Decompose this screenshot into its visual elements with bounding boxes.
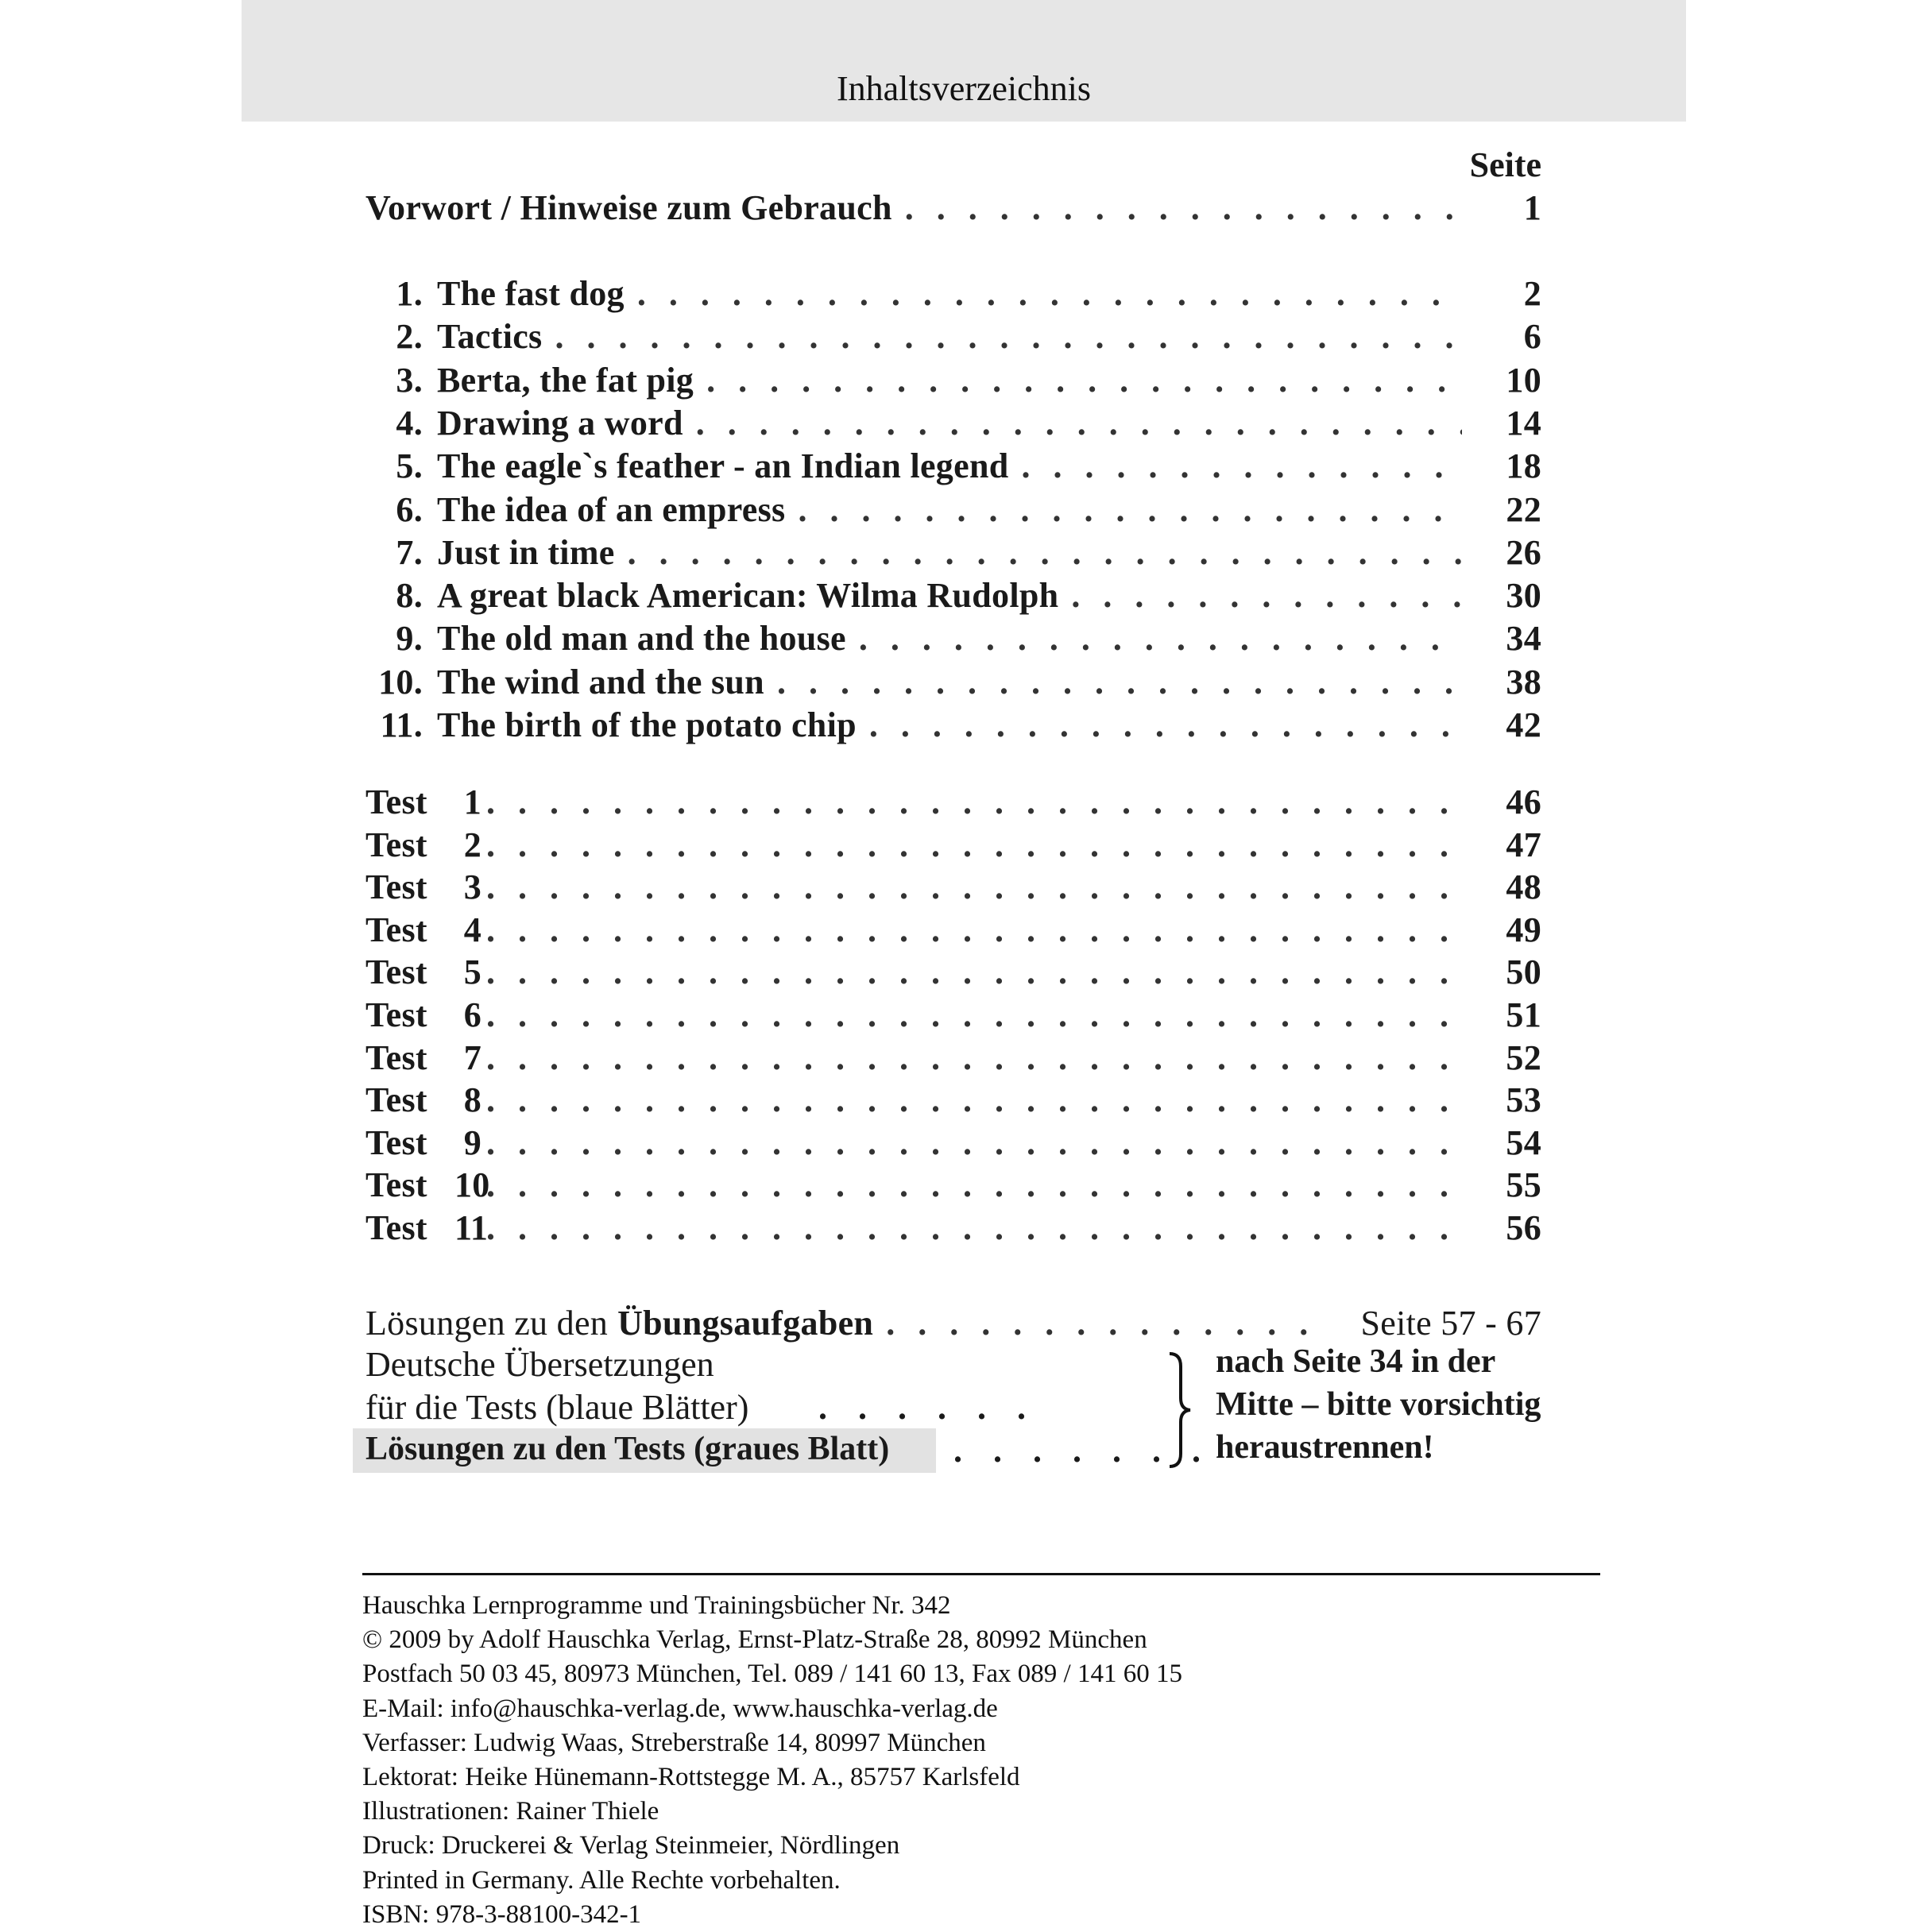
test-label: Test — [365, 952, 427, 992]
leader-dots — [905, 187, 1462, 228]
chapter-number: 9. — [396, 619, 423, 659]
chapter-title: The eagle`s feather - an Indian legend — [437, 446, 1009, 486]
test-label: Test — [365, 1037, 427, 1077]
imprint-line: Illustrationen: Rainer Thiele — [362, 1797, 659, 1826]
leader-dots: . . . . . . . — [953, 1431, 1212, 1470]
toc-row-chapter — [365, 360, 1541, 400]
toc-row-test — [365, 1122, 1541, 1162]
test-number: 8 — [463, 1080, 482, 1120]
leader-dots — [696, 403, 1462, 443]
test-label: Test — [365, 1080, 427, 1120]
leader-dots — [486, 995, 1462, 1035]
imprint-line: © 2009 by Adolf Hauschka Verlag, Ernst-Platz-Straße 28, 80992 München — [362, 1625, 1147, 1655]
translations-line-1: Deutsche Übersetzungen — [365, 1345, 714, 1384]
test-label: Test — [365, 1165, 427, 1205]
toc-page-number: 49 — [1506, 910, 1541, 949]
toc-page-number: 52 — [1506, 1037, 1541, 1077]
toc-page-number: 53 — [1506, 1080, 1541, 1120]
chapter-number: 1. — [396, 274, 423, 313]
toc-page-number: 1 — [1523, 188, 1541, 227]
toc-row-test — [365, 1080, 1541, 1119]
toc-row-chapter — [365, 618, 1541, 658]
test-number: 11 — [454, 1208, 489, 1247]
toc-page-number: 2 — [1523, 274, 1541, 313]
test-number: 9 — [463, 1122, 482, 1162]
chapter-number: 3. — [396, 360, 423, 400]
leader-dots: . . . . . . — [818, 1388, 1037, 1427]
toc-row-chapter — [365, 662, 1541, 701]
toc-row-chapter — [365, 532, 1541, 572]
toc-row-test — [365, 867, 1541, 906]
chapter-number: 4. — [396, 403, 423, 442]
toc-row-chapter — [365, 705, 1541, 744]
imprint-line: Verfasser: Ludwig Waas, Streberstraße 14, 80997 München — [362, 1728, 986, 1757]
leader-dots — [1071, 575, 1462, 616]
test-number: 5 — [463, 952, 482, 992]
divider — [362, 1573, 1600, 1575]
toc-page-number: 46 — [1506, 782, 1541, 821]
test-number: 10 — [454, 1165, 490, 1205]
chapter-title: The old man and the house — [437, 619, 846, 659]
page-header — [242, 0, 1686, 122]
toc-page-number: 54 — [1506, 1122, 1541, 1162]
toc-row-chapter — [365, 446, 1541, 485]
test-label: Test — [365, 1208, 427, 1247]
test-number: 4 — [463, 910, 482, 949]
toc-page-number: 22 — [1506, 489, 1541, 529]
leader-dots — [486, 910, 1462, 950]
leader-dots — [486, 782, 1462, 822]
test-label: Test — [365, 910, 427, 949]
page-title: Inhaltsverzeichnis — [836, 69, 1092, 108]
leader-dots — [1021, 446, 1462, 486]
leader-dots — [486, 825, 1462, 865]
chapter-title: Just in time — [437, 532, 615, 572]
toc-page-number: 18 — [1506, 446, 1541, 486]
leader-dots — [555, 316, 1462, 357]
toc-page-number: 56 — [1506, 1208, 1541, 1247]
imprint-block — [362, 1589, 1182, 1932]
leader-dots — [628, 532, 1462, 573]
chapter-number: 8. — [396, 576, 423, 616]
chapter-title: Drawing a word — [437, 403, 683, 442]
test-label: Test — [365, 825, 427, 864]
toc-page-number: 50 — [1506, 952, 1541, 992]
solutions-bold: Übungsaufgaben — [617, 1304, 874, 1343]
toc-page-number: 30 — [1506, 576, 1541, 616]
toc-page-number: 14 — [1506, 403, 1541, 442]
test-number: 1 — [463, 782, 482, 821]
toc-page-number: 42 — [1506, 705, 1541, 744]
toc-row-test — [365, 782, 1541, 821]
chapter-title: A great black American: Wilma Rudolph — [437, 576, 1059, 616]
toc-page-number: 34 — [1506, 619, 1541, 659]
toc-row-preface — [365, 187, 1541, 227]
toc-page-number: 10 — [1506, 360, 1541, 400]
imprint-line: ISBN: 978-3-88100-342-1 — [362, 1899, 642, 1929]
test-label: Test — [365, 1122, 427, 1162]
imprint-line: E-Mail: info@hauschka-verlag.de, www.hauschka-verlag.de — [362, 1694, 998, 1723]
leader-dots — [486, 1080, 1462, 1120]
toc-page-number: 26 — [1506, 532, 1541, 572]
toc-row-test — [365, 825, 1541, 864]
chapter-number: 2. — [396, 317, 423, 357]
brace-note-1: nach Seite 34 in der — [1216, 1343, 1496, 1380]
toc-page-number: 47 — [1506, 825, 1541, 864]
toc-row-test — [365, 1037, 1541, 1077]
chapter-title: The birth of the potato chip — [437, 705, 857, 744]
toc-page-number: 48 — [1506, 867, 1541, 907]
toc-preface-title: Vorwort / Hinweise zum Gebrauch — [365, 188, 892, 227]
imprint-line: Druck: Druckerei & Verlag Steinmeier, Nördlingen — [362, 1831, 900, 1861]
toc-page-number: 6 — [1523, 317, 1541, 357]
leader-dots — [869, 705, 1462, 745]
chapter-title: The wind and the sun — [437, 662, 764, 701]
leader-dots — [486, 867, 1462, 907]
toc-row-chapter — [365, 403, 1541, 442]
imprint-line: Hauschka Lernprogramme und Trainingsbücher Nr. 342 — [362, 1591, 951, 1620]
test-label: Test — [365, 782, 427, 821]
leader-dots — [637, 273, 1462, 314]
leader-dots — [777, 662, 1462, 702]
brace-note-2: Mitte – bitte vorsichtig — [1216, 1386, 1541, 1423]
translations-line-2: für die Tests (blaue Blätter) — [365, 1388, 749, 1427]
toc-row-test — [365, 952, 1541, 991]
solutions-prefix: Lösungen zu den — [365, 1304, 609, 1343]
imprint-line: Lektorat: Heike Hünemann-Rottstegge M. A., 85757 Karlsfeld — [362, 1763, 1020, 1792]
toc-row-test — [365, 995, 1541, 1034]
chapter-number: 11. — [380, 705, 423, 744]
right-brace-icon — [1165, 1350, 1197, 1470]
toc-page-number: 51 — [1506, 995, 1541, 1034]
test-label: Test — [365, 995, 427, 1034]
toc-row-test — [365, 1208, 1541, 1247]
toc-page-number: 55 — [1506, 1165, 1541, 1205]
leader-dots — [798, 489, 1462, 530]
leader-dots — [486, 1208, 1462, 1248]
test-number: 6 — [463, 995, 482, 1034]
brace-note-3: heraustrennen! — [1216, 1429, 1434, 1466]
chapter-number: 7. — [396, 532, 423, 572]
chapter-title: The fast dog — [437, 274, 625, 313]
toc-page-number: 38 — [1506, 662, 1541, 701]
leader-dots — [486, 1165, 1462, 1205]
toc-row-chapter — [365, 273, 1541, 313]
translations-line-3: Lösungen zu den Tests (graues Blatt) — [365, 1431, 890, 1467]
chapter-number: 10. — [378, 662, 423, 701]
leader-dots — [486, 1037, 1462, 1078]
chapter-number: 5. — [396, 446, 423, 486]
imprint-line: Postfach 50 03 45, 80973 München, Tel. 089 / 141 60 13, Fax 089 / 141 60 15 — [362, 1660, 1182, 1689]
leader-dots — [486, 1122, 1462, 1163]
test-label: Test — [365, 867, 427, 907]
leader-dots — [706, 360, 1462, 400]
chapter-title: Tactics — [437, 317, 543, 357]
leader-dots — [886, 1303, 1328, 1343]
toc-row-test — [365, 1165, 1541, 1204]
toc-row-solutions — [365, 1303, 1541, 1343]
chapter-number: 6. — [396, 489, 423, 529]
leader-dots — [859, 618, 1462, 659]
test-number: 3 — [463, 867, 482, 907]
toc-row-chapter — [365, 489, 1541, 529]
test-number: 7 — [463, 1037, 482, 1077]
chapter-title: Berta, the fat pig — [437, 360, 694, 400]
test-number: 2 — [463, 825, 482, 864]
toc-row-chapter — [365, 575, 1541, 615]
leader-dots — [486, 952, 1462, 992]
solutions-pages: Seite 57 - 67 — [1360, 1304, 1541, 1343]
toc-row-test — [365, 910, 1541, 949]
seite-column-heading: Seite — [1469, 145, 1541, 184]
imprint-line: Printed in Germany. Alle Rechte vorbehalten. — [362, 1865, 841, 1895]
chapter-title: The idea of an empress — [437, 489, 786, 529]
toc-row-chapter — [365, 316, 1541, 356]
